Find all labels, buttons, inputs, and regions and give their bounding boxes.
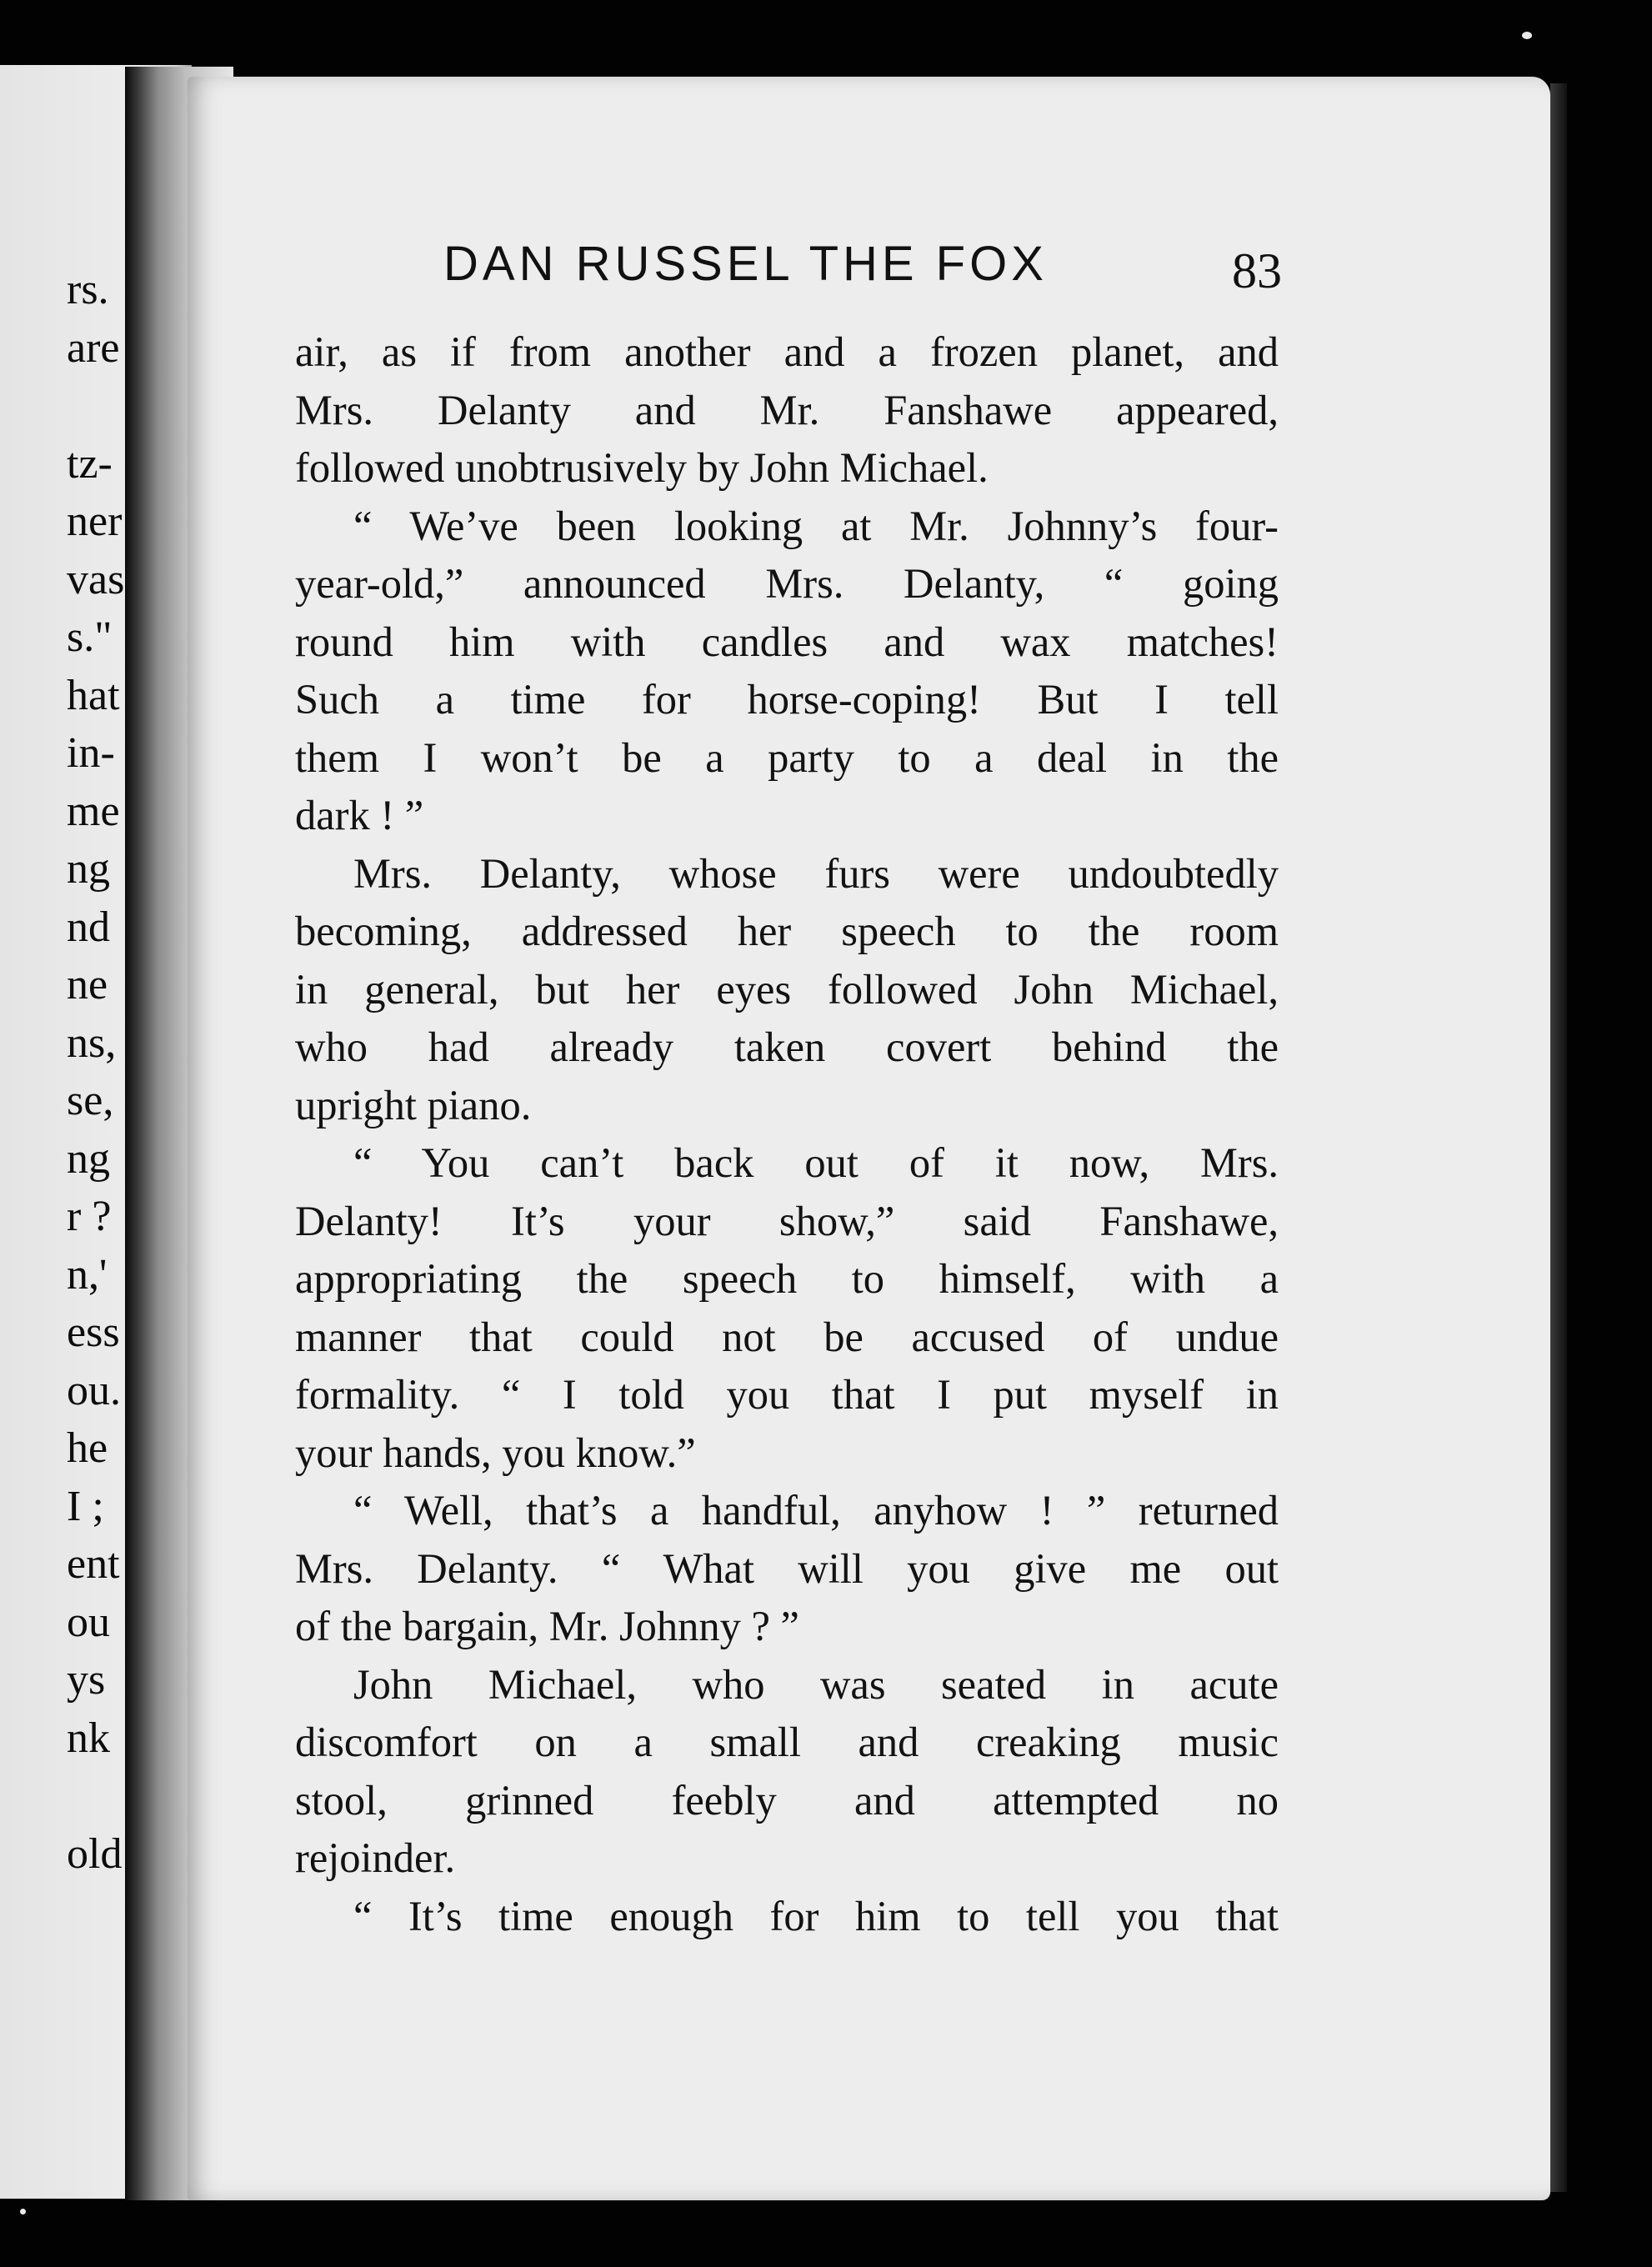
text-line: round him with candles and wax matches!	[295, 618, 1279, 665]
text-line: of the bargain, Mr. Johnny ? ”	[295, 1603, 799, 1649]
previous-page-line: old	[67, 1829, 123, 1878]
previous-page-line: me	[67, 787, 120, 835]
text-line: “ We’ve been looking at Mr. Johnny’s four-	[353, 502, 1279, 549]
previous-page-line: ng	[67, 1134, 110, 1183]
previous-page-line: he	[67, 1424, 108, 1472]
previous-page-line: tz-	[67, 439, 113, 488]
text-line: upright piano.	[295, 1081, 532, 1128]
text-line: followed unobtrusively by John Michael.	[295, 444, 989, 491]
text-line: year-old,” announced Mrs. Delanty, “ going	[295, 560, 1279, 607]
previous-page-line: ou	[67, 1598, 110, 1646]
text-line: becoming, addressed her speech to the room	[295, 908, 1279, 954]
running-title: DAN RUSSEL THE FOX	[443, 237, 1048, 291]
text-line: your hands, you know.”	[295, 1429, 696, 1476]
previous-page-line: ou.	[67, 1366, 121, 1414]
previous-page-line: r ?	[67, 1193, 112, 1240]
previous-page-line: I ;	[67, 1482, 104, 1530]
previous-page-line: nk	[67, 1714, 110, 1762]
text-line: Delanty! It’s your show,” said Fanshawe,	[295, 1197, 1279, 1244]
text-line: discomfort on a small and creaking music	[295, 1719, 1279, 1765]
previous-page-line: ns,	[67, 1018, 117, 1067]
text-line: John Michael, who was seated in acute	[353, 1660, 1279, 1708]
previous-page-line: in-	[67, 729, 115, 777]
text-line: Mrs. Delanty and Mr. Fanshawe appeared,	[295, 386, 1279, 433]
previous-page-line: nd	[67, 903, 110, 951]
previous-page-line: ng	[67, 845, 110, 893]
text-line: air, as if from another and a frozen planet, and	[295, 328, 1279, 375]
previous-page-line: se,	[67, 1077, 114, 1124]
text-line: appropriating the speech to himself, with a	[295, 1255, 1279, 1302]
text-line: Mrs. Delanty. “ What will you give me out	[295, 1544, 1279, 1592]
text-line: manner that could not be accused of undue	[295, 1313, 1279, 1360]
text-line: stool, grinned feebly and attempted no	[295, 1776, 1279, 1824]
body-text	[295, 323, 1279, 1945]
previous-page-line: ner	[67, 498, 123, 545]
text-line: who had already taken covert behind the	[295, 1023, 1279, 1070]
previous-page-line: n,'	[67, 1250, 108, 1299]
text-line: rejoinder.	[295, 1834, 456, 1881]
text-line: in general, but her eyes followed John Michael,	[295, 965, 1279, 1013]
previous-page-line: ys	[67, 1656, 106, 1704]
previous-page-line: are	[67, 323, 120, 372]
text-line: “ It’s time enough for him to tell you that	[353, 1892, 1279, 1939]
page-edge	[1550, 83, 1567, 2192]
text-line: “ Well, that’s a handful, anyhow ! ” returned	[353, 1487, 1279, 1534]
previous-page-line: vas	[67, 555, 125, 603]
text-line: “ You can’t back out of it now, Mrs.	[353, 1139, 1279, 1186]
previous-page-line: ent	[67, 1540, 120, 1588]
page-number: 83	[1232, 243, 1282, 298]
text-line: Such a time for horse-coping! But I tell	[295, 676, 1279, 723]
text-line: formality. “ I told you that I put myself in	[295, 1371, 1279, 1418]
text-line: them I won’t be a party to a deal in the	[295, 733, 1279, 781]
text-line: dark ! ”	[295, 792, 424, 838]
previous-page-line: hat	[67, 671, 120, 719]
dust-speck	[1522, 32, 1532, 39]
previous-page-line: s."	[67, 613, 113, 661]
text-line: Mrs. Delanty, whose furs were undoubtedly	[353, 849, 1279, 897]
previous-page-line: ess	[67, 1309, 120, 1356]
previous-page-line: rs.	[67, 266, 109, 313]
previous-page-line: ne	[67, 961, 108, 1008]
dust-speck	[20, 2209, 26, 2214]
